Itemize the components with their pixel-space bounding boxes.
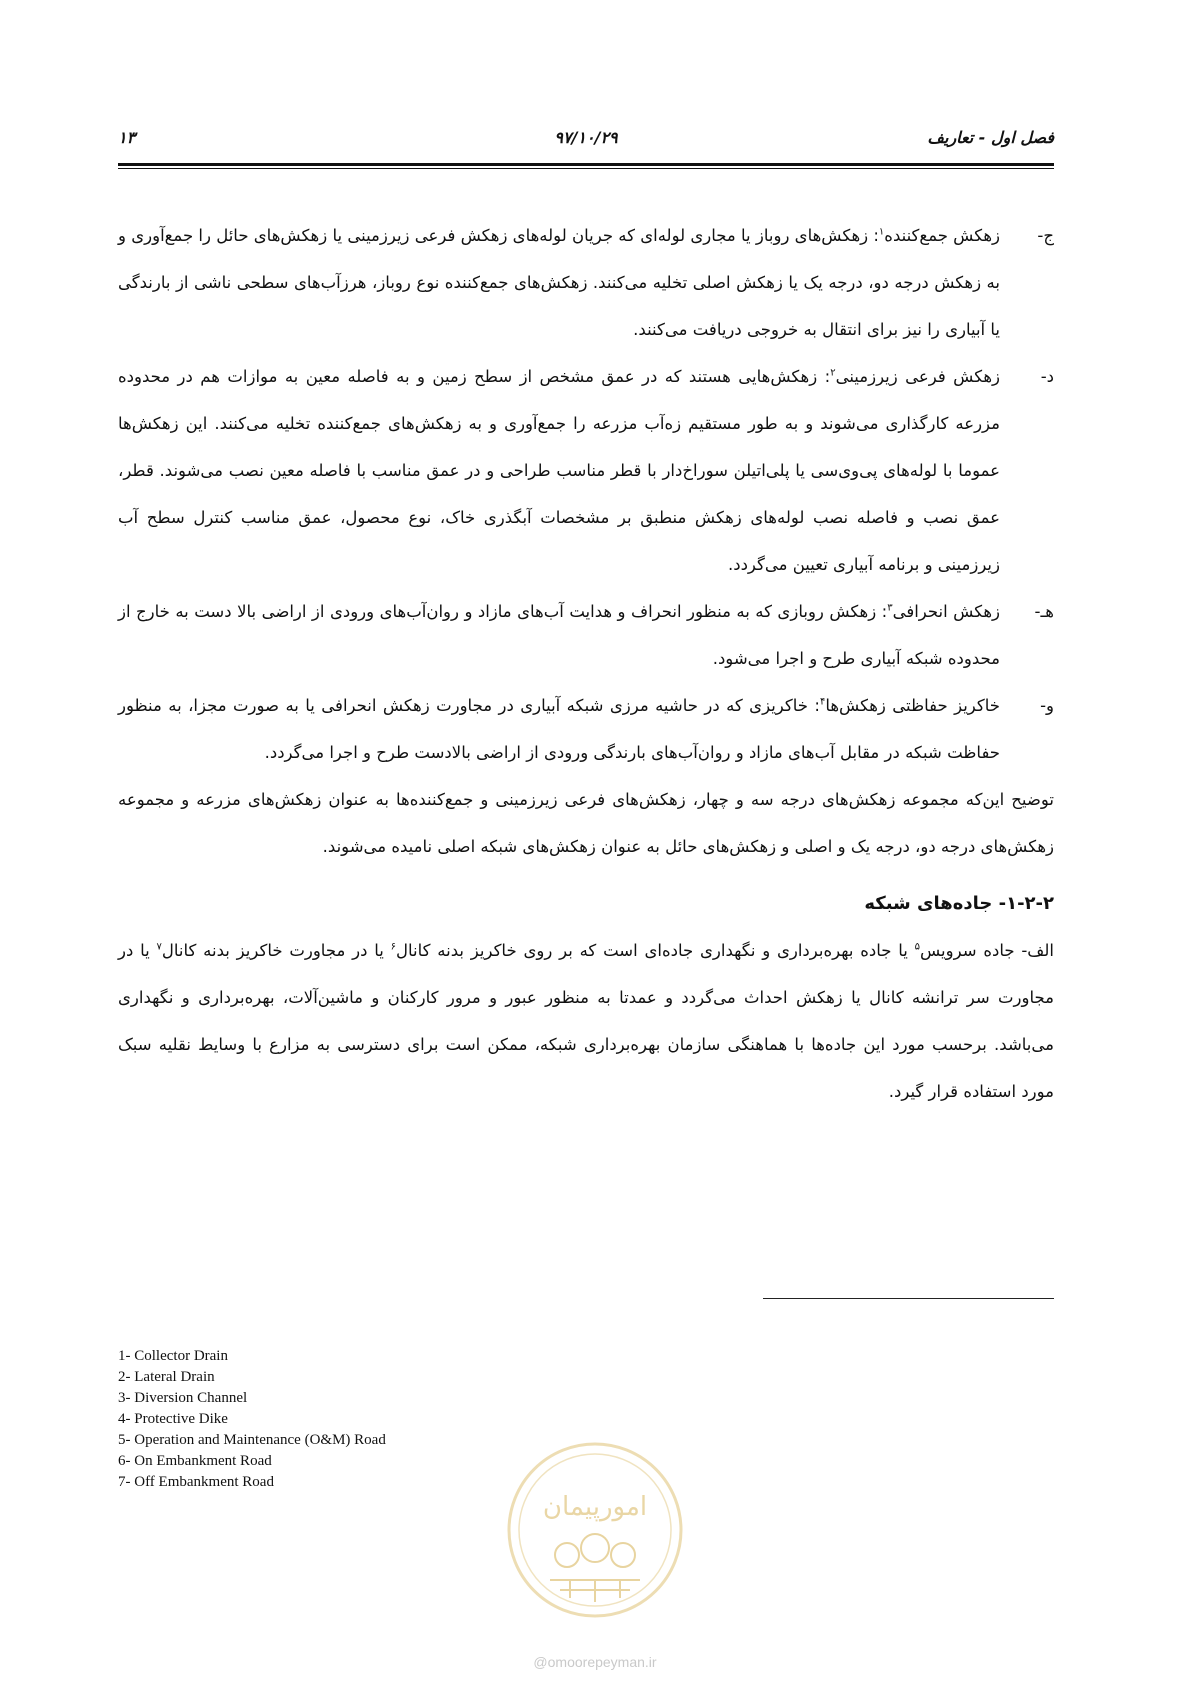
footnote-ref: ۶: [390, 941, 397, 953]
footnote: 2- Lateral Drain: [118, 1369, 215, 1385]
item-marker: و-: [1040, 696, 1054, 715]
header-rule-thick: [118, 163, 1054, 166]
explanation-paragraph: توضیح این‌که مجموعه زهکش‌های درجه سه و چهار، زهکش‌های فرعی زیرزمینی و جمع‌کننده‌ها به عنوان زهکش‌های مزرعه و مجموعه زهکش‌های درجه دو، درجه یک و اصلی و زهکش‌های حائل به عنوان زهکش‌های شبکه اصلی نامیده می‌شوند.: [118, 790, 1054, 856]
definition-item: [118, 588, 1054, 682]
footnote-separator: [763, 1298, 1054, 1299]
watermark-url: @omoorepeyman.ir: [533, 1654, 657, 1670]
footnote: 4- Protective Dike: [118, 1411, 228, 1427]
footnote-ref: ۴: [819, 696, 826, 708]
footnote-ref: ۳: [887, 602, 893, 614]
section-heading: ۱-۲-۲- جاده‌های شبکه: [864, 893, 1054, 914]
footnote-ref: ۷: [156, 941, 162, 953]
item-text: : زهکش‌های روباز یا مجاری لوله‌ای که جریان لوله‌های زهکش فرعی زیرزمینی یا زهکش‌های حائل را جمع‌آوری و به زهکش درجه دو، درجه یک یا زهکش اصلی تخلیه می‌کنند. زهکش‌های جمع‌کننده نوع روباز، هرزآب‌های سطحی ناشی از بارندگی یا آبیاری را نیز برای انتقال به خروجی دریافت می‌کنند.: [118, 226, 1000, 339]
item-term: زهکش انحرافی: [892, 602, 1001, 621]
item-term: زهکش جمع‌کننده: [884, 226, 1000, 245]
item-text: : زهکش روبازی که به منظور انحراف و هدایت آب‌های مازاد و روان‌آب‌های ورودی از اراضی بالا دست به خارج از محدوده شبکه آبیاری طرح و اجرا می‌شود.: [118, 602, 1000, 668]
footnotes: [118, 1346, 386, 1493]
item-text: : زهکش‌هایی هستند که در عمق مشخص از سطح زمین و به فاصله معین به موازات هم در محدوده مزرعه کارگذاری می‌شوند و به طور مستقیم زه‌آب مزرعه را جمع‌آوری و به زهکش‌های جمع‌کننده تخلیه می‌کنند. این زهکش‌ها عموما با لوله‌های پی‌وی‌سی یا پلی‌اتیلن سوراخ‌دار با قطر مناسب طراحی و در عمق مناسب با فاصله معین نصب می‌شوند. قطر، عمق نصب و فاصله نصب لوله‌های زهکش منطبق بر مشخصات آبگذری خاک، نوع محصول، عمق مناسب کنترل سطح آب زیرزمینی و برنامه آبیاری تعیین می‌گردد.: [118, 367, 1000, 574]
footnote: 5- Operation and Maintenance (O&M) Road: [118, 1432, 386, 1448]
definition-item: [118, 682, 1054, 776]
road-text-part: یا در مجاورت خاکریز بدنه کانال: [161, 941, 391, 960]
item-term: زهکش فرعی زیرزمینی: [835, 367, 1000, 386]
item-marker: هـ-: [1034, 602, 1054, 621]
footnote-ref: ۵: [914, 941, 921, 953]
item-marker: د-: [1040, 367, 1054, 386]
footnote: 1- Collector Drain: [118, 1348, 228, 1364]
footnote-ref: ۲: [830, 367, 836, 379]
footnote: 7- Off Embankment Road: [118, 1474, 274, 1490]
road-text-part: یا جاده بهره‌برداری و نگهداری جاده‌ای است که بر روی خاکریز بدنه کانال: [396, 941, 915, 960]
road-definition-paragraph: [118, 927, 1054, 1115]
road-text-part: یا در مجاورت سر ترانشه کانال یا زهکش احداث می‌گردد و عمدتا به منظور عبور و مرور کارکنان و ماشین‌آلات، بهره‌برداری و نگهداری می‌باشد. برحسب مورد این جاده‌ها با هماهنگی سازمان بهره‌برداری شبکه، ممکن است برای دسترسی به مزارع با وسایط نقلیه سبک مورد استفاده قرار گیرد.: [118, 941, 1054, 1101]
section-title: فصل اول - تعاریف: [927, 128, 1054, 147]
footnote: 3- Diversion Channel: [118, 1390, 248, 1406]
item-term: خاکریز حفاظتی زهکش‌ها: [825, 696, 1000, 715]
item-marker: ج-: [1037, 226, 1054, 245]
page-number: ۱۳: [118, 128, 136, 147]
header-rule-thin: [118, 168, 1054, 169]
road-text-part: الف- جاده سرویس: [920, 941, 1054, 960]
footnote-ref: ۱: [878, 226, 885, 238]
item-text: : خاکریزی که در حاشیه مرزی شبکه آبیاری در مجاورت زهکش انحرافی یا به صورت مجزا، به منظور حفاظت شبکه در مقابل آب‌های مازاد و روان‌آب‌های بارندگی ورودی از اراضی بالادست طرح و اجرا می‌گردد.: [118, 696, 1000, 762]
seal-text: امورپیمان: [542, 1492, 648, 1522]
definition-item: [118, 212, 1054, 353]
document-body: [118, 212, 1054, 1115]
watermark-seal-icon: [505, 1440, 685, 1620]
definition-item: [118, 353, 1054, 588]
header-date: ۹۷/۱۰/۲۹: [554, 128, 618, 147]
footnote: 6- On Embankment Road: [118, 1453, 272, 1469]
page-header: [118, 128, 1054, 150]
